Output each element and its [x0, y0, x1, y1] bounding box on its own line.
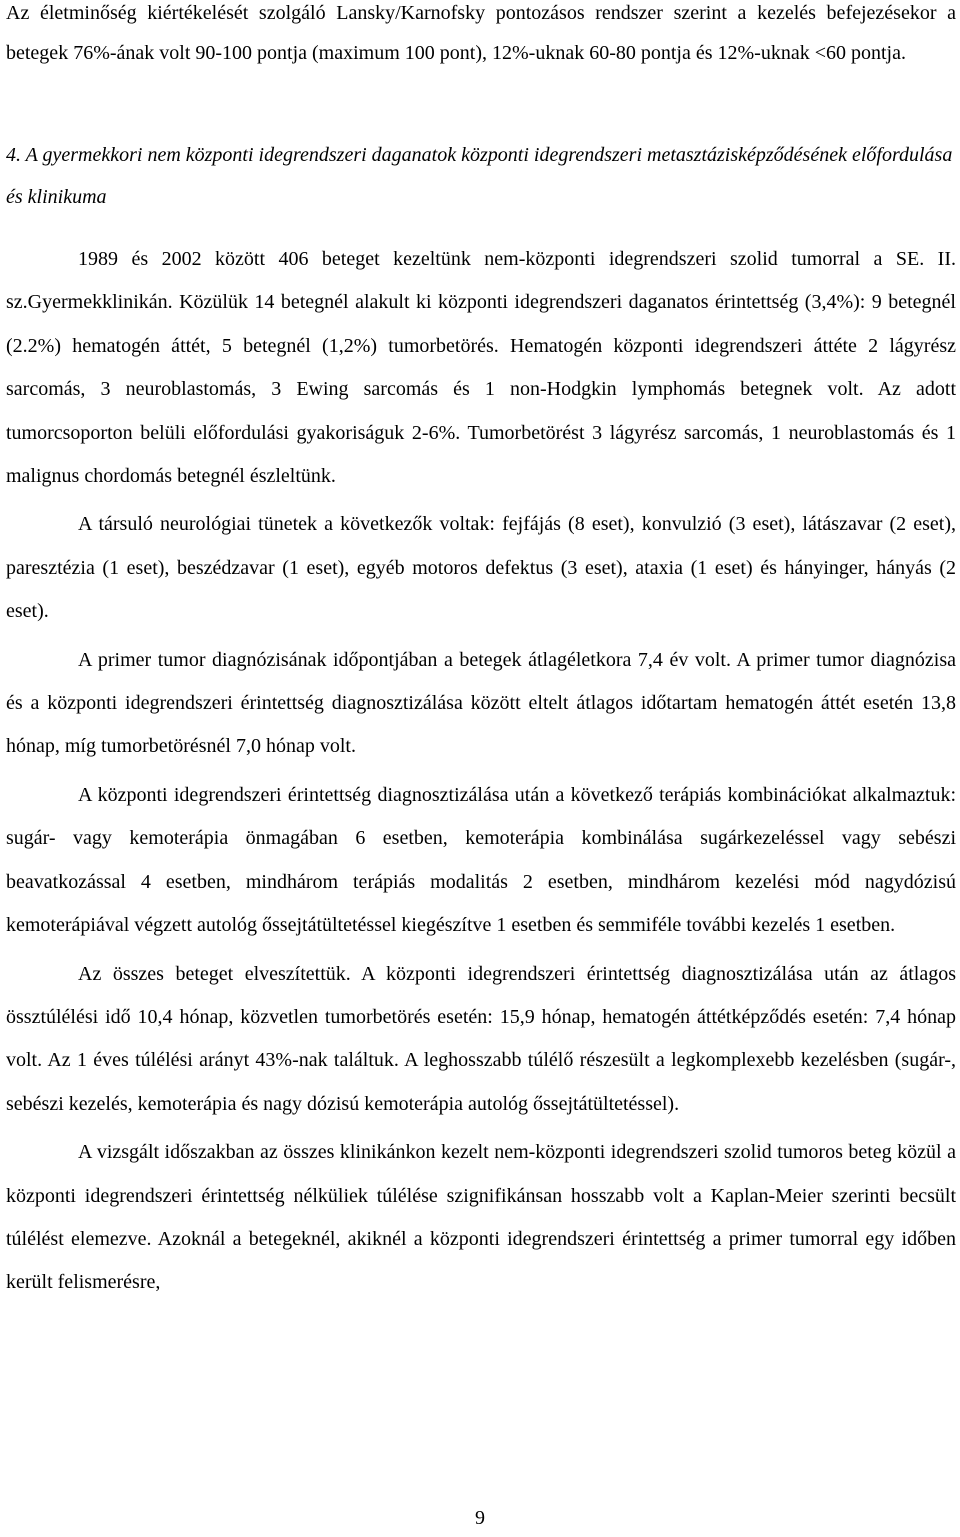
- paragraph-kaplan-meier: A vizsgált időszakban az összes klinikánkon kezelt nem-központi idegrendszeri szolid tumoros beteg közül a központi idegrendszeri érintettség nélküliek túlélése szignifikánsan hosszabb volt a Kaplan-Meier szerinti becsült túlélést elemezve. Azoknál a betegeknél, akiknél a központi idegrendszeri érintettség a primer tumorral egy időben került felismerésre,: [6, 1141, 956, 1294]
- document-page: [6, 0, 956, 1305]
- intro-paragraph: Az életminőség kiértékelését szolgáló Lansky/Karnofsky pontozásos rendszer szerint a kezelés befejezésekor a betegek 76%-ának volt 90-100 pontja (maximum 100 pont), 12%-uknak 60-80 pontja és 12%-uknak <60 pontja.: [6, 2, 956, 64]
- paragraph-symptoms: A társuló neurológiai tünetek a következők voltak: fejfájás (8 eset), konvulzió (3 eset), látászavar (2 eset), paresztézia (1 eset), beszédzavar (1 eset), egyéb motoros defektus (3 eset), ataxia (1 eset) és hányinger, hányás (2 eset).: [6, 513, 956, 623]
- section-heading: 4. A gyermekkori nem központi idegrendszeri daganatok központi idegrendszeri metasztázisképződésének előfordulása és klinikuma: [6, 144, 953, 208]
- paragraph-therapy: A központi idegrendszeri érintettség diagnosztizálása után a következő terápiás kombinációkat alkalmaztuk: sugár- vagy kemoterápia önmagában 6 esetben, kemoterápia kombinálása sugárkezeléssel vagy sebészi beavatkozással 4 esetben, mindhárom terápiás modalitás 2 esetben, mindhárom kezelési mód nagydózisú kemoterápiával végzett autológ őssejtátültetéssel kiegészítve 1 esetben és semmiféle további kezelés 1 esetben.: [6, 783, 956, 937]
- paragraph-age-interval: A primer tumor diagnózisának időpontjában a betegek átlagéletkora 7,4 év volt. A primer tumor diagnózisa és a központi idegrendszeri érintettség diagnosztizálása között eltelt átlagos időtartam hematogén áttét esetén 13,8 hónap, míg tumorbetörésnél 7,0 hónap volt.: [6, 648, 956, 758]
- paragraph-survival: Az összes beteget elveszítettük. A központi idegrendszeri érintettség diagnosztizálása után az átlagos össztúlélési idő 10,4 hónap, közvetlen tumorbetörés esetén: 15,9 hónap, hematogén áttétképződés esetén: 7,4 hónap volt. Az 1 éves túlélési arányt 43%-nak találtuk. A leghosszabb túlélő részesült a legkomplexebb kezelésben (sugár-, sebészi kezelés, kemoterápia és nagy dózisú kemoterápia autológ őssejtátültetéssel).: [6, 962, 956, 1115]
- paragraph-incidence: 1989 és 2002 között 406 beteget kezeltünk nem-központi idegrendszeri szolid tumorral a SE. II. sz.Gyermekklinikán. Közülük 14 betegnél alakult ki központi idegrendszeri daganatos érintettség (3,4%): 9 betegnél (2.2%) hematogén áttét, 5 betegnél (1,2%) tumorbetörés. Hematogén központi idegrendszeri áttéte 2 lágyrész sarcomás, 3 neuroblastomás, 3 Ewing sarcomás és 1 non-Hodgkin lymphomás betegnek volt. Az adott tumorcsoporton belüli előfordulási gyakoriságuk 2-6%. Tumorbetörést 3 lágyrész sarcomás, 1 neuroblastomás és 1 malignus chordomás betegnél észleltünk.: [6, 248, 956, 488]
- page-number: 9: [475, 1507, 485, 1529]
